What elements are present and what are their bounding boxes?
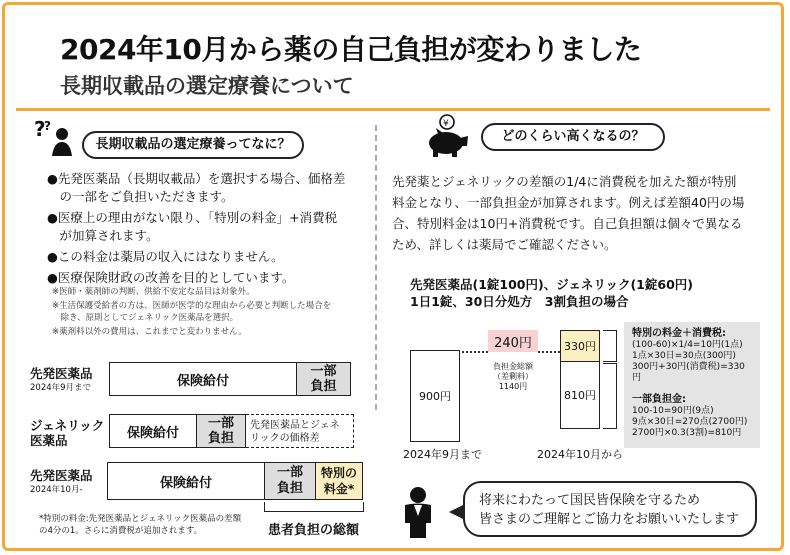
svg-text:¥: ¥ [443, 119, 449, 129]
paragraph-line: 合、特別料金は10円+消費税です。自己負担額は個々で異なる [392, 216, 743, 231]
example-heading-line: 1日1錠、30日分処方 3割負担の場合 [410, 294, 629, 309]
copay-bracket [603, 363, 617, 429]
piggy-bank-icon [422, 114, 472, 158]
calc-lines-copay: 100-10=90円(9点) 9点×30日=270点(2700円) 2700円×0.3(3割)=810円 [632, 406, 748, 438]
row1-label-text: 先発医薬品 [30, 366, 93, 381]
svg-text:?: ? [44, 119, 51, 133]
row2-insurance: 保険給付 [109, 414, 197, 448]
row1-label [30, 366, 93, 396]
x-label-before: 2024年9月まで [403, 448, 482, 461]
special-bracket [603, 330, 617, 362]
page-title: 2024年10月から薬の自己負担が変わりました [60, 33, 642, 66]
row3-copay: 一部 負担 [264, 462, 316, 500]
row1-copay: 一部 負担 [296, 362, 351, 396]
paragraph-line: ため、詳しくは薬局でご確認ください。 [392, 237, 617, 252]
bar-after-special: 330円 [560, 330, 600, 362]
calc-lines-special: (100-60)×1/4=10円(1点) 1点×30日=30点(300円) 300円+30円(消費税)=330 円 [632, 340, 745, 383]
header-divider [16, 108, 770, 111]
total-label: 患者負担の総額 [268, 523, 360, 538]
row1-insurance: 保険給付 [109, 362, 297, 396]
person-icon [400, 486, 436, 538]
column-divider [375, 125, 377, 410]
example-heading [410, 276, 693, 310]
question-person-icon [32, 116, 74, 158]
left-bullets [47, 170, 345, 287]
note-line: ※薬剤料以外の費用は、これまでと変わりません。 [52, 327, 247, 337]
right-paragraph [392, 171, 744, 255]
row3-label-sub: 2024年10月- [30, 485, 83, 495]
left-question-pill: 長期収載品の選定療養ってなに？ [82, 131, 304, 159]
left-notes [52, 286, 331, 338]
bullet-line: が加算されます。 [47, 228, 159, 243]
bullet-line: ●先発医薬品（長期収載品）を選択する場合、価格差 [47, 171, 346, 186]
page-subtitle: 長期収載品の選定療養について [60, 74, 354, 98]
row2-label: ジェネリック 医薬品 [30, 418, 105, 448]
paragraph-line: 先発薬とジェネリックの差額の1/4に消費税を加えた額が特別 [392, 174, 737, 189]
row3-label [30, 468, 93, 498]
row3-special-fee: 特別の 料金* [315, 462, 363, 500]
bullet-line: ●医療保険財政の改善を目的としています。 [47, 270, 295, 285]
calc-spacer [632, 384, 752, 394]
bar-after-copay: 810円 [560, 361, 600, 429]
right-question-pill: どのくらい高くなるの？ [481, 123, 665, 151]
before-dotted-guide [462, 351, 488, 353]
row1-label-sub: 2024年9月まで [30, 383, 92, 393]
bullet-line: ●この料金は薬局の収入にはなりません。 [47, 249, 284, 264]
bullet-line: ●医療上の理由がない限り、「特別の料金」+消費税 [47, 210, 338, 225]
svg-text:?: ? [34, 117, 46, 141]
calc-title-copay: 一部負担金: [632, 394, 686, 405]
row2-copay: 一部 負担 [196, 414, 246, 448]
special-fee-footnote: *特別の料金:先発医薬品とジェネリック医薬品の差額 の4分の1。さらに消費税が追加されます。 [39, 514, 242, 536]
x-label-after: 2024年10月から [537, 448, 623, 461]
note-line: ※医師・薬剤師の判断、供給不安定な品目は対象外。 [52, 287, 255, 297]
add-240-box: 240円 [488, 330, 538, 352]
total-bracket [264, 502, 364, 512]
bar-before: 900円 [410, 350, 460, 442]
bullet-line: の一部をご負担いただきます。 [47, 189, 234, 204]
after-dotted-guide [538, 351, 560, 353]
note-line: 除き、原則としてジェネリック医薬品を選択。 [52, 313, 239, 323]
row3-label-text: 先発医薬品 [30, 468, 93, 483]
calc-title-special: 特別の料金＋消費税: [632, 328, 726, 339]
total-change-note: 負担金総額 （差剰料） 1140円 [493, 362, 533, 391]
example-heading-line: 先発医薬品(1錠100円)、ジェネリック(1錠60円) [410, 277, 693, 292]
row2-price-diff: 先発医薬品とジェネ リックの価格差 [246, 414, 354, 448]
note-line: ※生活保護受給者の方は、医師が医学的な理由から必要と判断した場合を [52, 301, 332, 311]
paragraph-line: 料金となり、一部負担金が加算されます。例えば差額40円の場 [392, 195, 745, 210]
closing-message: 将来にわたって国民皆保険を守るため 皆さまのご理解とご協力をお願いいたします [463, 481, 757, 537]
calculation-box [624, 322, 760, 448]
row3-insurance: 保険給付 [107, 462, 265, 500]
